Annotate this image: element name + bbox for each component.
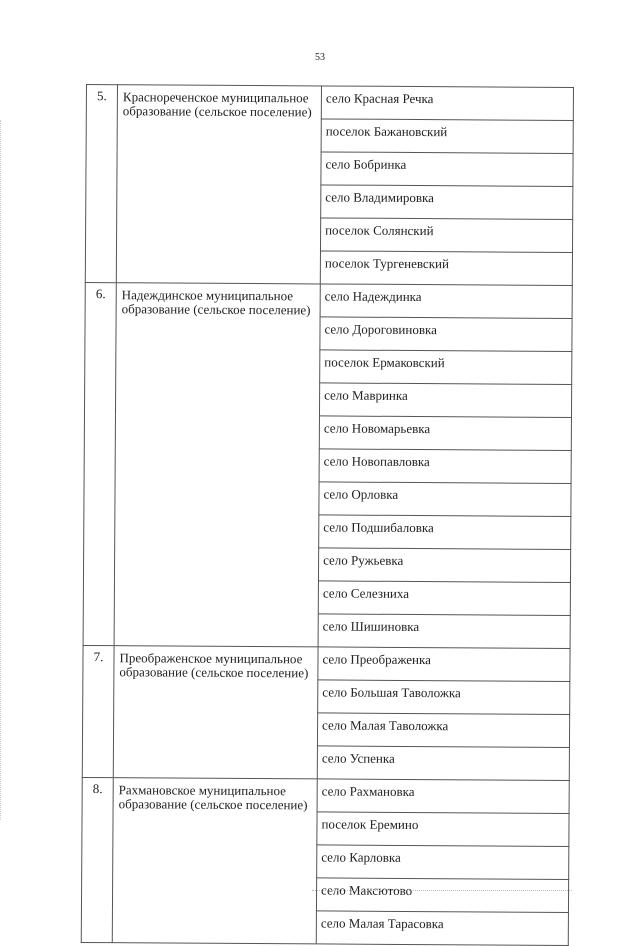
settlement-name: село Малая Таволожка [317, 713, 569, 748]
settlement-name: поселок Еремино [317, 812, 569, 847]
settlement-name: село Орловка [319, 482, 571, 517]
settlement-name: село Красная Речка [321, 86, 573, 121]
table-row [86, 85, 573, 121]
settlement-name: село Шишиновка [318, 614, 570, 649]
settlement-name: село Новомарьевка [319, 416, 571, 451]
table-row [82, 777, 569, 813]
bottom-rule [312, 890, 572, 891]
settlement-name: село Селезниха [318, 581, 570, 616]
settlement-name: село Малая Тарасовка [316, 911, 568, 946]
municipality-name: Рахмановское муниципальное образование (сельское поселение) [112, 778, 317, 944]
settlement-name: село Преображенка [318, 647, 570, 682]
settlement-name: село Дороговиновка [320, 317, 572, 352]
settlement-name: поселок Бажановский [321, 119, 573, 154]
municipality-name: Надеждинское муниципальное образование (сельское поселение) [114, 283, 320, 647]
settlement-name: село Новопавловка [319, 449, 571, 484]
settlement-name: село Владимировка [321, 185, 573, 220]
settlement-name: село Ружьевка [318, 548, 570, 583]
settlement-name: поселок Ермаковский [320, 350, 572, 385]
settlement-name: село Максютово [316, 878, 568, 913]
settlement-name: село Карловка [317, 845, 569, 880]
settlement-name: село Надеждинка [320, 284, 572, 319]
row-number: 7. [82, 645, 114, 777]
municipality-name: Краснореченское муниципальное образование (сельское поселение) [116, 85, 321, 284]
municipality-name: Преображенское муниципальное образование (сельское поселение) [113, 646, 318, 779]
settlement-name: село Бобринка [321, 152, 573, 187]
row-number: 6. [83, 282, 116, 645]
settlement-name: село Подшибаловка [319, 515, 571, 550]
settlement-name: поселок Тургеневский [320, 251, 572, 286]
settlement-name: село Большая Таволожка [318, 680, 570, 715]
settlements-table [81, 84, 574, 946]
table-row [83, 645, 570, 681]
scan-edge-line [0, 120, 1, 820]
settlement-name: поселок Солянский [320, 218, 572, 253]
page-number: 53 [315, 52, 325, 63]
settlement-name: село Мавринка [319, 383, 571, 418]
settlement-name: село Успенка [317, 746, 569, 781]
settlement-name: село Рахмановка [317, 779, 569, 814]
table-row [85, 282, 572, 318]
row-number: 8. [81, 777, 113, 942]
row-number: 5. [85, 85, 117, 283]
